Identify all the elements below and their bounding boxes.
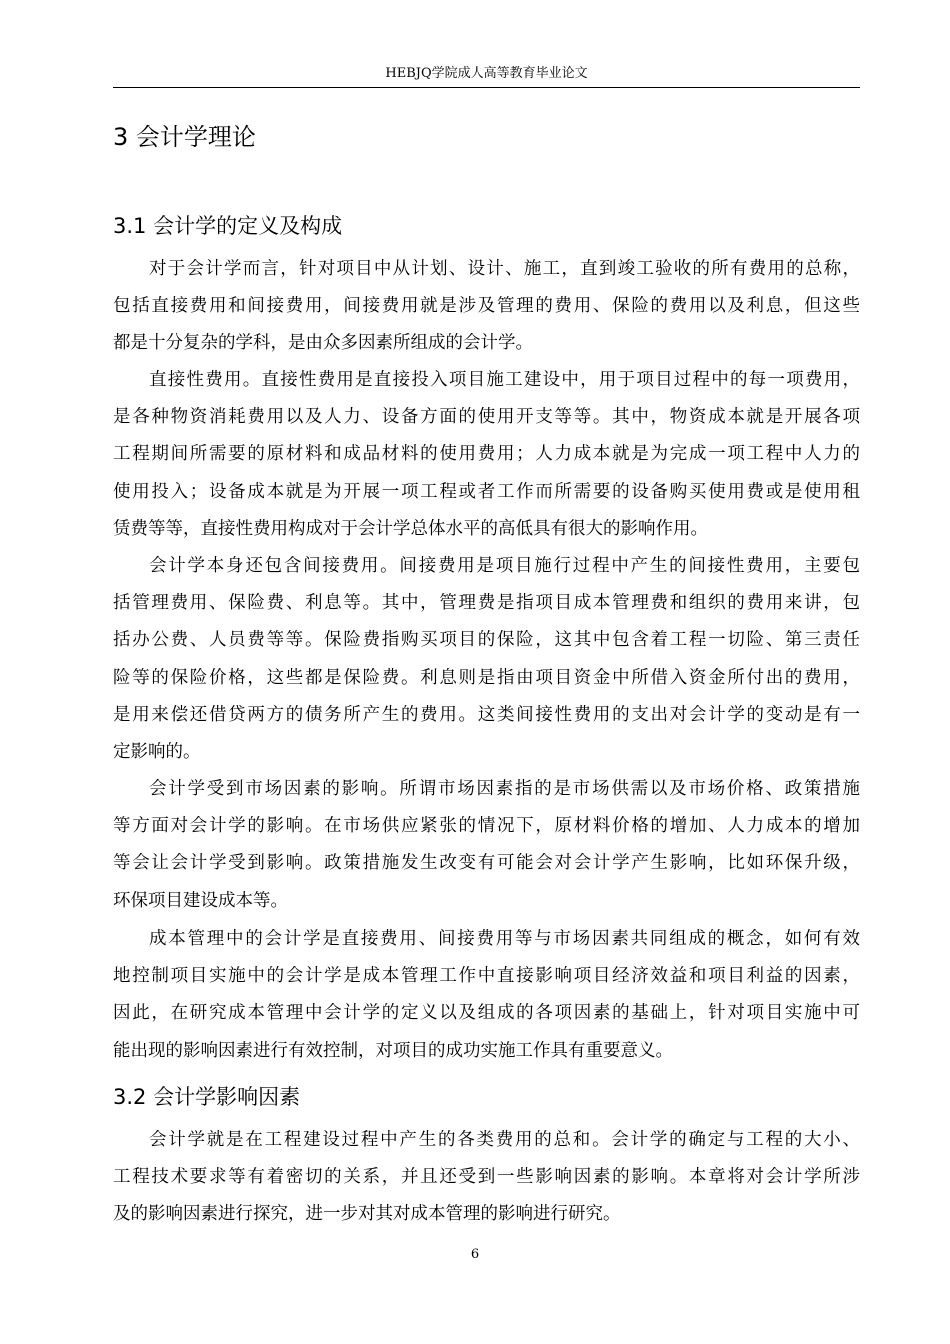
text-line: 等方面对会计学的影响。在市场供应紧张的情况下，原材料价格的增加、人力成本的增加 <box>113 816 860 837</box>
header-rule <box>113 87 860 88</box>
paragraph <box>113 548 860 771</box>
paragraph <box>113 362 860 548</box>
paragraph <box>113 1122 860 1234</box>
text-line: 对于会计学而言，针对项目中从计划、设计、施工，直到竣工验收的所有费用的总称， <box>149 259 860 279</box>
chapter-title: 3 会计学理论 <box>113 123 256 151</box>
text-line: 地控制项目实施中的会计学是成本管理工作中直接影响项目经济效益和项目利益的因素， <box>113 966 860 987</box>
text-line: 及的影响因素进行探究，进一步对其对成本管理的影响进行研究。 <box>113 1204 621 1225</box>
text-line: 括办公费、人员费等等。保险费指购买项目的保险，这其中包含着工程一切险、第三责任 <box>113 630 860 651</box>
paragraph <box>113 771 860 920</box>
text-line: 会计学受到市场因素的影响。所谓市场因素指的是市场供需以及市场价格、政策措施 <box>149 779 860 799</box>
paragraph <box>113 921 860 1070</box>
text-line: 是各种物资消耗费用以及人力、设备方面的使用开支等等。其中，物资成本就是开展各项 <box>113 407 860 428</box>
text-line: 包括直接费用和间接费用，间接费用就是涉及管理的费用、保险的费用以及利息，但这些 <box>113 296 860 317</box>
paragraph <box>113 251 860 363</box>
text-line: 赁费等等，直接性费用构成对于会计学总体水平的高低具有很大的影响作用。 <box>113 518 708 539</box>
text-line: 会计学本身还包含间接费用。间接费用是项目施行过程中产生的间接性费用，主要包 <box>149 556 860 576</box>
page-number: 6 <box>470 1247 480 1262</box>
text-line: 都是十分复杂的学科，是由众多因素所组成的会计学。 <box>113 333 533 354</box>
text-line: 环保项目建设成本等。 <box>113 890 288 911</box>
text-line: 等会让会计学受到影响。政策措施发生改变有可能会对会计学产生影响，比如环保升级， <box>113 853 860 874</box>
text-line: 能出现的影响因素进行有效控制，对项目的成功实施工作具有重要意义。 <box>113 1040 673 1061</box>
running-header: HEBJQ学院成人高等教育毕业论文 <box>385 66 588 81</box>
section-3-1-title: 3.1 会计学的定义及构成 <box>113 214 343 238</box>
section-3-2-title: 3.2 会计学影响因素 <box>113 1085 301 1109</box>
text-line: 定影响的。 <box>113 741 201 762</box>
text-line: 是用来偿还借贷两方的债务所产生的费用。这类间接性费用的支出对会计学的变动是有一 <box>113 704 860 725</box>
text-line: 直接性费用。直接性费用是直接投入项目施工建设中，用于项目过程中的每一项费用， <box>149 370 860 390</box>
text-line: 工程技术要求等有着密切的关系，并且还受到一些影响因素的影响。本章将对会计学所涉 <box>113 1167 860 1188</box>
text-line: 使用投入；设备成本就是为开展一项工程或者工作而所需要的设备购买使用费或是使用租 <box>113 481 860 502</box>
text-line: 成本管理中的会计学是直接费用、间接费用等与市场因素共同组成的概念，如何有效 <box>149 929 860 949</box>
text-line: 括管理费用、保险费、利息等。其中，管理费是指项目成本管理费和组织的费用来讲，包 <box>113 593 860 614</box>
text-line: 工程期间所需要的原材料和成品材料的使用费用；人力成本就是为完成一项工程中人力的 <box>113 444 860 465</box>
text-line: 险等的保险价格，这些都是保险费。利息则是指由项目资金中所借入资金所付出的费用， <box>113 667 860 688</box>
text-line: 会计学就是在工程建设过程中产生的各类费用的总和。会计学的确定与工程的大小、 <box>149 1130 860 1150</box>
text-line: 因此，在研究成本管理中会计学的定义以及组成的各项因素的基础上，针对项目实施中可 <box>113 1003 860 1024</box>
